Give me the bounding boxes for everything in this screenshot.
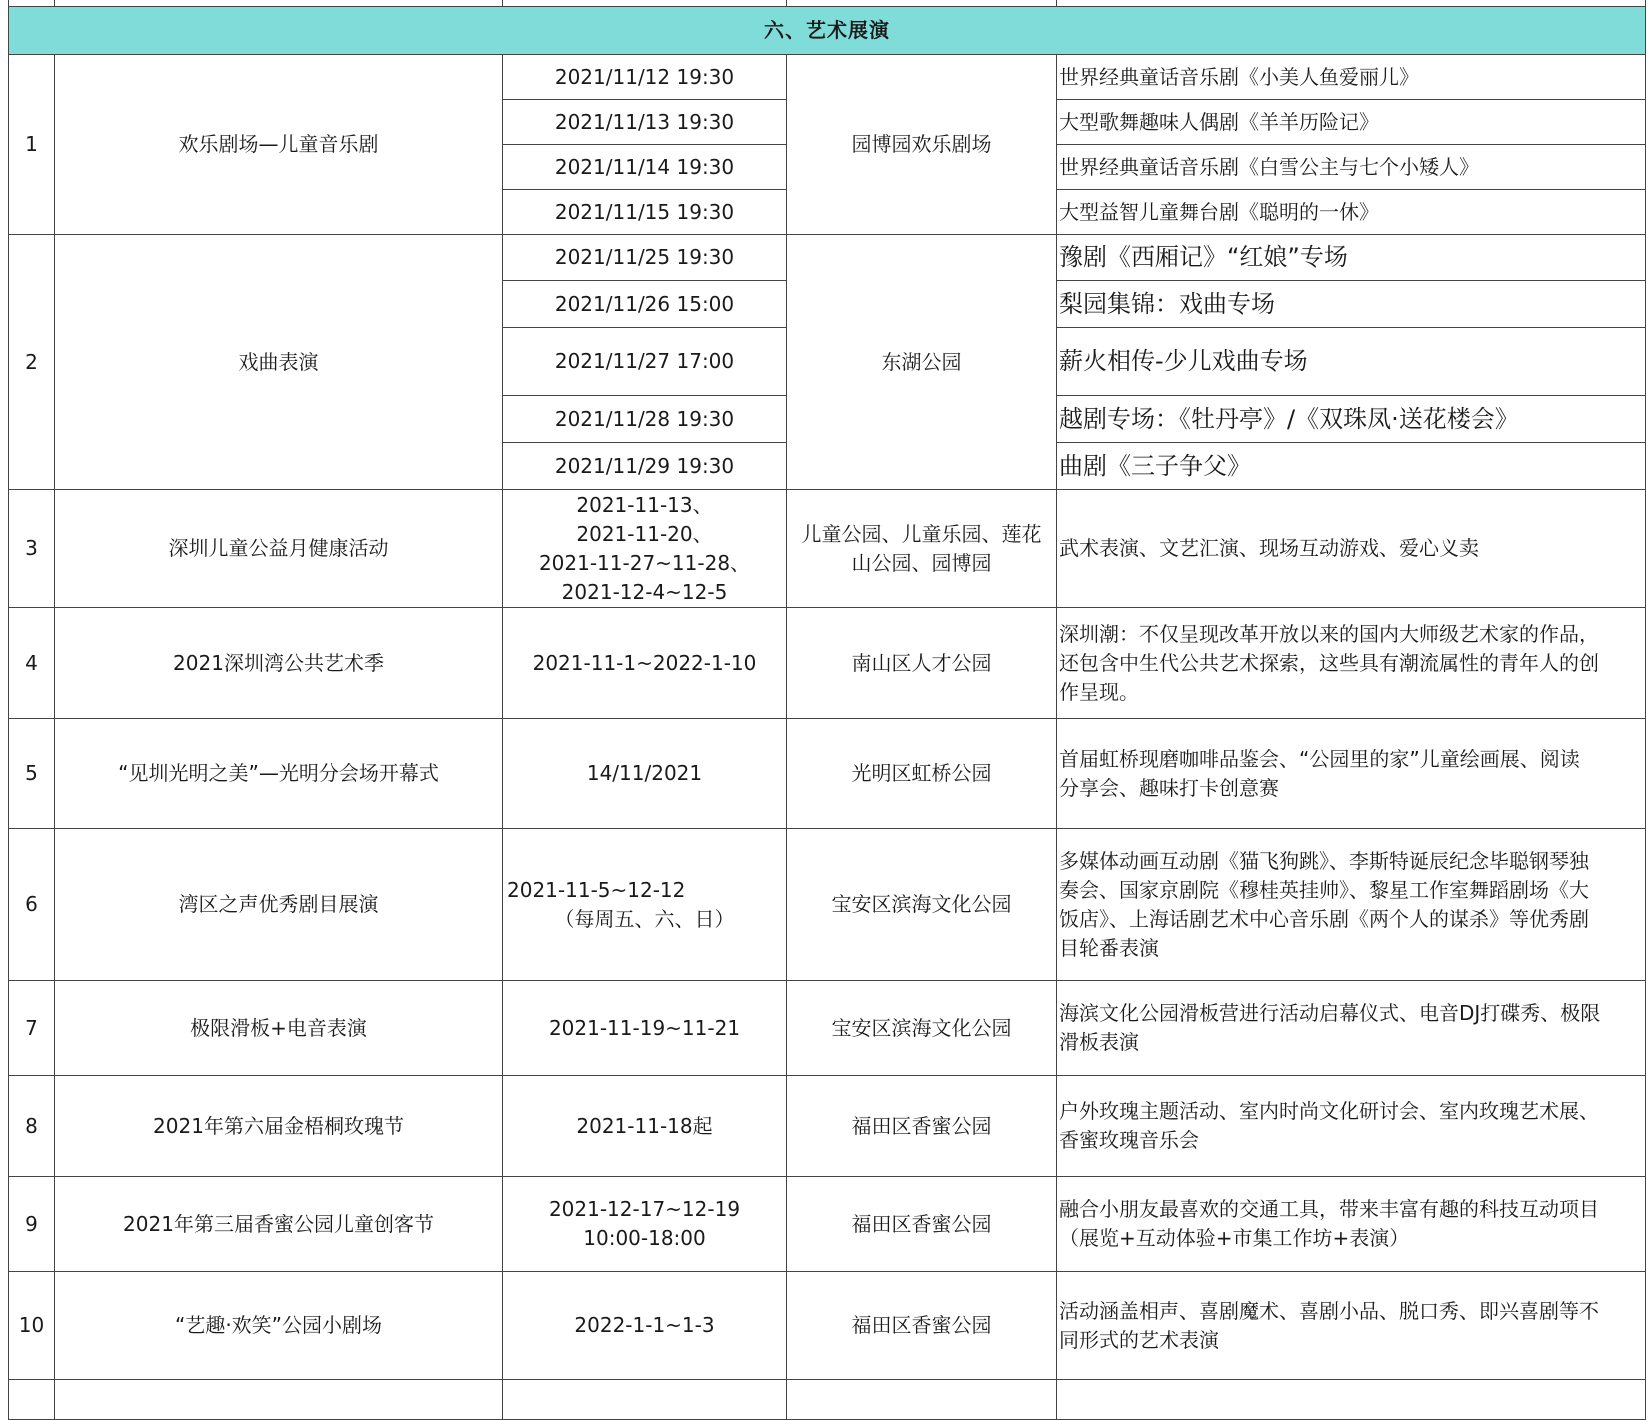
- event-name: 极限滑板+电音表演: [55, 981, 503, 1076]
- time-line: 2021-11-27~11-28、: [538, 550, 751, 575]
- time-line: （每周五、六、日）: [554, 906, 735, 931]
- event-location: 光明区虹桥公园: [787, 719, 1057, 829]
- row-number: 10: [9, 1272, 55, 1380]
- event-time: 2021-11-1~2022-1-10: [503, 608, 787, 719]
- event-desc: [1057, 719, 1646, 829]
- cell: [9, 1380, 55, 1420]
- event-location: 福田区香蜜公园: [787, 1076, 1057, 1177]
- table-row: [9, 1177, 1646, 1272]
- desc-line: 活动涵盖相声、喜剧魔术、喜剧小品、脱口秀、即兴喜剧等不: [1059, 1298, 1599, 1323]
- desc-line: 饭店》、上海话剧艺术中心音乐剧《两个人的谋杀》等优秀剧: [1059, 906, 1589, 931]
- event-name: “艺趣·欢笑”公园小剧场: [55, 1272, 503, 1380]
- table-row: [9, 981, 1646, 1076]
- desc-line: 分享会、趣味打卡创意赛: [1059, 775, 1279, 800]
- event-name: 2021深圳湾公共艺术季: [55, 608, 503, 719]
- table-row: [9, 608, 1646, 719]
- table-row: [9, 719, 1646, 829]
- time-line: 2021-11-13、: [576, 492, 713, 517]
- table-row: [9, 490, 1646, 608]
- session-desc: 世界经典童话音乐剧《白雪公主与七个小矮人》: [1057, 145, 1646, 190]
- desc-line: 同形式的艺术表演: [1059, 1327, 1219, 1352]
- event-name: 深圳儿童公益月健康活动: [55, 490, 503, 608]
- table-row: [9, 829, 1646, 981]
- event-location: [787, 490, 1057, 608]
- event-desc: [1057, 1177, 1646, 1272]
- row-number: 4: [9, 608, 55, 719]
- event-name: “见圳光明之美”—光明分会场开幕式: [55, 719, 503, 829]
- row-number: 3: [9, 490, 55, 608]
- desc-line: 滑板表演: [1059, 1030, 1139, 1054]
- cell: [1057, 1380, 1646, 1420]
- event-time: [503, 1177, 787, 1272]
- event-time: [503, 829, 787, 981]
- event-location: 南山区人才公园: [787, 608, 1057, 719]
- table-row: [9, 1272, 1646, 1380]
- session-time: 2021/11/28 19:30: [503, 396, 787, 443]
- desc-line: 奏会、国家京剧院《穆桂英挂帅》、黎星工作室舞蹈剧场《大: [1059, 877, 1589, 902]
- session-time: 2021/11/26 15:00: [503, 281, 787, 328]
- session-desc: 薪火相传-少儿戏曲专场: [1057, 328, 1646, 396]
- desc-line: 目轮番表演: [1059, 935, 1159, 960]
- event-name: 湾区之声优秀剧目展演: [55, 829, 503, 981]
- desc-line: （展览+互动体验+市集工作坊+表演）: [1059, 1226, 1410, 1250]
- time-line: 2021-11-20、: [576, 521, 713, 546]
- session-desc: 豫剧《西厢记》“红娘”专场: [1057, 235, 1646, 281]
- event-desc: 武术表演、文艺汇演、现场互动游戏、爱心义卖: [1057, 490, 1646, 608]
- time-line: 2021-12-4~12-5: [561, 579, 728, 604]
- event-desc: [1057, 608, 1646, 719]
- location-line: 山公园、园博园: [851, 550, 992, 575]
- session-desc: 梨园集锦：戏曲专场: [1057, 281, 1646, 328]
- table-row: [9, 1076, 1646, 1177]
- event-desc: [1057, 1272, 1646, 1380]
- section-header-row: [9, 7, 1646, 55]
- desc-line: 多媒体动画互动剧《猫飞狗跳》、李斯特诞辰纪念毕聪钢琴独: [1059, 848, 1589, 873]
- row-number: 5: [9, 719, 55, 829]
- event-name: 2021年第三届香蜜公园儿童创客节: [55, 1177, 503, 1272]
- desc-line: 香蜜玫瑰音乐会: [1059, 1128, 1199, 1152]
- session-time: 2021/11/14 19:30: [503, 145, 787, 190]
- session-desc: 大型益智儿童舞台剧《聪明的一休》: [1057, 190, 1646, 235]
- cell: [55, 1380, 503, 1420]
- event-time: 14/11/2021: [503, 719, 787, 829]
- session-desc: 越剧专场：《牡丹亭》/《双珠凤·送花楼会》: [1057, 396, 1646, 443]
- desc-line: 户外玫瑰主题活动、室内时尚文化研讨会、室内玫瑰艺术展、: [1059, 1099, 1599, 1123]
- session-time: 2021/11/13 19:30: [503, 100, 787, 145]
- row-number: 2: [9, 235, 55, 490]
- table-row: [9, 1380, 1646, 1420]
- table-row: [9, 55, 1646, 100]
- row-number: 9: [9, 1177, 55, 1272]
- row-number: 7: [9, 981, 55, 1076]
- row-number: 6: [9, 829, 55, 981]
- cell: [503, 1380, 787, 1420]
- desc-line: 作呈现。: [1059, 679, 1139, 704]
- session-desc: 世界经典童话音乐剧《小美人鱼爱丽儿》: [1057, 55, 1646, 100]
- session-desc: 大型歌舞趣味人偶剧《羊羊历险记》: [1057, 100, 1646, 145]
- session-time: 2021/11/25 19:30: [503, 235, 787, 281]
- section-title: 六、艺术展演: [9, 7, 1646, 55]
- desc-line: 深圳潮：不仅呈现改革开放以来的国内大师级艺术家的作品，: [1059, 621, 1599, 646]
- desc-line: 还包含中生代公共艺术探索，这些具有潮流属性的青年人的创: [1059, 650, 1599, 675]
- cell: [787, 1380, 1057, 1420]
- table-row: [9, 235, 1646, 281]
- event-time: 2021-11-19~11-21: [503, 981, 787, 1076]
- event-time: 2021-11-18起: [503, 1076, 787, 1177]
- event-desc: [1057, 981, 1646, 1076]
- event-location: 福田区香蜜公园: [787, 1177, 1057, 1272]
- time-line: 2021-12-17~12-19: [548, 1197, 741, 1221]
- events-table: [8, 0, 1646, 1420]
- session-time: 2021/11/27 17:00: [503, 328, 787, 396]
- row-number: 8: [9, 1076, 55, 1177]
- time-line: 10:00-18:00: [583, 1226, 706, 1250]
- time-line: 2021-11-5~12-12: [507, 877, 686, 902]
- event-location: 东湖公园: [787, 235, 1057, 490]
- event-time: 2022-1-1~1-3: [503, 1272, 787, 1380]
- desc-line: 融合小朋友最喜欢的交通工具，带来丰富有趣的科技互动项目: [1059, 1197, 1599, 1221]
- session-time: 2021/11/15 19:30: [503, 190, 787, 235]
- desc-line: 海滨文化公园滑板营进行活动启幕仪式、电音DJ打碟秀、极限: [1059, 1001, 1601, 1025]
- session-desc: 曲剧《三子争父》: [1057, 443, 1646, 490]
- event-location: 宝安区滨海文化公园: [787, 829, 1057, 981]
- session-time: 2021/11/12 19:30: [503, 55, 787, 100]
- row-number: 1: [9, 55, 55, 235]
- session-time: 2021/11/29 19:30: [503, 443, 787, 490]
- event-location: 园博园欢乐剧场: [787, 55, 1057, 235]
- event-name: 欢乐剧场—儿童音乐剧: [55, 55, 503, 235]
- event-desc: [1057, 829, 1646, 981]
- location-line: 儿童公园、儿童乐园、莲花: [801, 521, 1042, 546]
- event-time: [503, 490, 787, 608]
- event-name: 2021年第六届金梧桐玫瑰节: [55, 1076, 503, 1177]
- event-name: 戏曲表演: [55, 235, 503, 490]
- event-location: 宝安区滨海文化公园: [787, 981, 1057, 1076]
- desc-line: 首届虹桥现磨咖啡品鉴会、“公园里的家”儿童绘画展、阅读: [1059, 746, 1580, 771]
- event-location: 福田区香蜜公园: [787, 1272, 1057, 1380]
- event-desc: [1057, 1076, 1646, 1177]
